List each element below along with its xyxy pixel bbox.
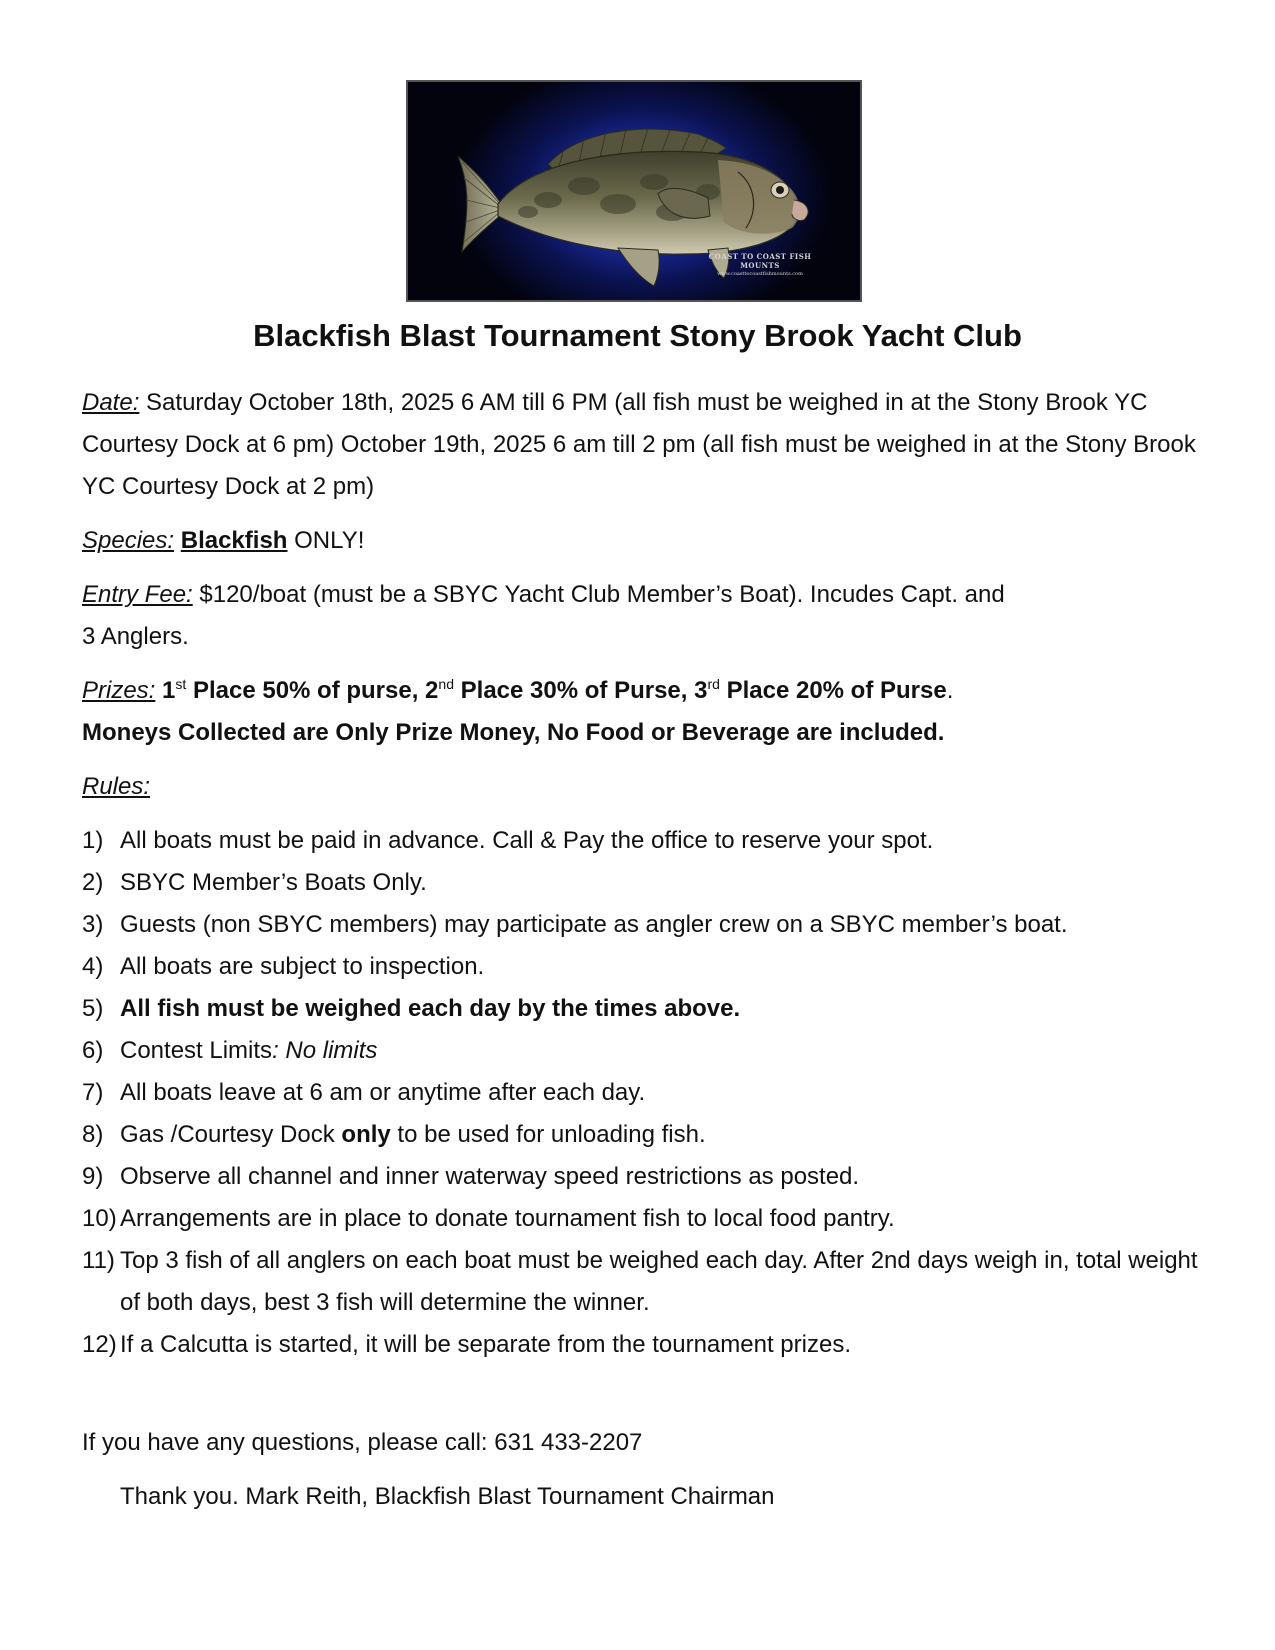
rule-number: 3): [82, 911, 104, 938]
rule-number: 5): [82, 995, 104, 1022]
rule-text-post: to be used for unloading fish.: [397, 1121, 706, 1148]
prize-first-num: 1: [162, 677, 176, 704]
prize-second-text: Place 30% of Purse, 3: [460, 677, 708, 704]
prizes-paragraph: [82, 670, 1202, 754]
rule-number: 9): [82, 1163, 104, 1190]
credit-line-2: www.coasttocoastfishmounts.com: [717, 271, 803, 277]
rule-text-wrap: [120, 1030, 1202, 1072]
rule-number: 11): [82, 1247, 115, 1274]
rule-text-bold: only: [341, 1121, 391, 1148]
rule-item: [82, 1072, 1202, 1114]
rules-label: Rules:: [82, 773, 151, 800]
rule-item: [82, 1114, 1202, 1156]
rule-item: [82, 1324, 1202, 1366]
rule-number: 2): [82, 869, 104, 896]
entry-fee-line2: 3 Anglers.: [82, 623, 189, 650]
rule-text: Top 3 fish of all anglers on each boat must be weighed each day. After 2nd days weigh in, total weight of both days, best 3 fish will determine the winner.: [120, 1247, 1198, 1316]
rule-number: 10): [82, 1205, 117, 1232]
rule-item: [82, 1030, 1202, 1072]
rule-text: All boats are subject to inspection.: [120, 953, 485, 980]
date-label: Date:: [82, 389, 140, 416]
rule-text: All boats leave at 6 am or anytime after each day.: [120, 1079, 646, 1106]
rule-item: [82, 1240, 1202, 1324]
rule-text: All fish must be weighed each day by the times above.: [120, 995, 741, 1022]
blackfish-photo: [406, 80, 862, 302]
contact-line: If you have any questions, please call: 631 433-2207: [82, 1429, 643, 1456]
rule-text-pre: Gas /Courtesy Dock: [120, 1121, 335, 1148]
rules-heading: [82, 766, 1202, 808]
rule-number: 6): [82, 1037, 104, 1064]
date-paragraph: [82, 382, 1202, 508]
rule-number: 12): [82, 1331, 117, 1358]
rule-item: [82, 946, 1202, 988]
rule-number: 1): [82, 827, 104, 854]
credit-line-1: COAST TO COAST FISH MOUNTS: [708, 252, 812, 270]
rule-item: [82, 820, 1202, 862]
rule-text: If a Calcutta is started, it will be separate from the tournament prizes.: [120, 1331, 851, 1358]
prize-money-note: Moneys Collected are Only Prize Money, No Food or Beverage are included.: [82, 719, 945, 746]
entry-fee-paragraph: [82, 574, 1202, 658]
photo-credit: [690, 252, 830, 277]
species-suffix: ONLY!: [294, 527, 365, 554]
species-name: Blackfish: [180, 527, 288, 554]
entry-fee-label: Entry Fee:: [82, 581, 193, 608]
date-text: Saturday October 18th, 2025 6 AM till 6 PM (all fish must be weighed in at the Stony Brook YC Courtesy Dock at 6 pm) October 19th, 2025 6 am till 2 pm (all fish must be weighed in at the Stony Brook YC Courtesy Dock at 2 pm): [82, 389, 1196, 500]
prizes-label: Prizes:: [82, 677, 156, 704]
rule-text: Arrangements are in place to donate tournament fish to local food pantry.: [120, 1205, 895, 1232]
species-label: Species:: [82, 527, 175, 554]
rule-text: Contest Limits: [120, 1037, 273, 1064]
rules-list: [82, 820, 1202, 1366]
page-title: Blackfish Blast Tournament Stony Brook Yacht Club: [253, 318, 1022, 353]
prize-period: .: [946, 677, 954, 704]
rule-number: 8): [82, 1121, 104, 1148]
prize-first-text: Place 50% of purse, 2: [192, 677, 439, 704]
rule-text-italic: : No limits: [272, 1037, 378, 1064]
rule-text: Guests (non SBYC members) may participate as angler crew on a SBYC member’s boat.: [120, 911, 1068, 938]
prize-second-sup: nd: [438, 676, 454, 692]
entry-fee-line1: $120/boat (must be a SBYC Yacht Club Member’s Boat). Incudes Capt. and: [199, 581, 1005, 608]
rule-text-wrap: [120, 1114, 1202, 1156]
rule-text: Observe all channel and inner waterway speed restrictions as posted.: [120, 1163, 860, 1190]
prize-third-sup: rd: [707, 676, 720, 692]
rule-item: [82, 1198, 1202, 1240]
rule-text: SBYC Member’s Boats Only.: [120, 869, 427, 896]
rule-number: 4): [82, 953, 104, 980]
rule-text: All boats must be paid in advance. Call & Pay the office to reserve your spot.: [120, 827, 934, 854]
rule-item: [82, 1156, 1202, 1198]
rule-item: [82, 904, 1202, 946]
rule-number: 7): [82, 1079, 104, 1106]
rule-item: [82, 988, 1202, 1030]
thanks-line: Thank you. Mark Reith, Blackfish Blast Tournament Chairman: [120, 1483, 775, 1510]
flyer-content: [82, 382, 1202, 1518]
prize-first-sup: st: [175, 676, 187, 692]
prize-third-text: Place 20% of Purse: [726, 677, 947, 704]
species-paragraph: [82, 520, 1202, 562]
rule-item: [82, 862, 1202, 904]
